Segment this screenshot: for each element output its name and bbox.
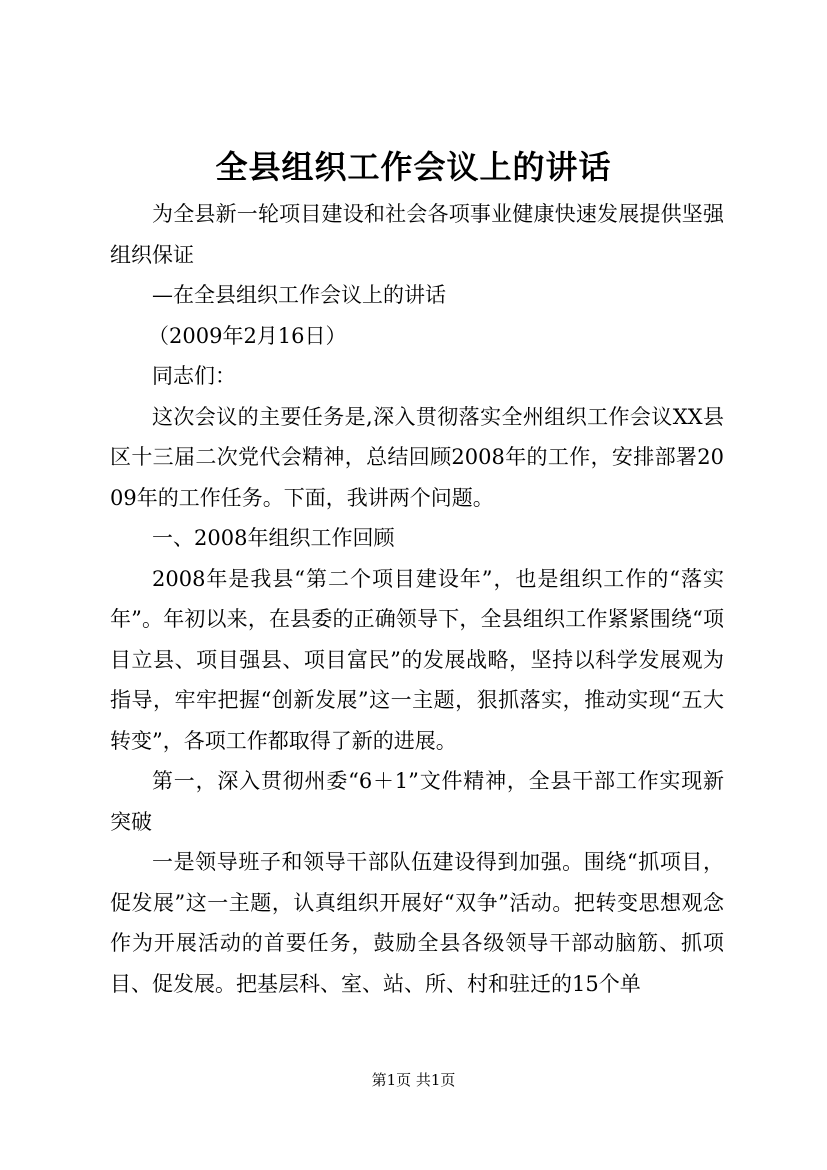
speech-date-line: （2009年2月16日） <box>148 323 347 348</box>
page-footer: 第1页 共1页 <box>371 1071 456 1089</box>
speech-occasion-line: —在全县组织工作会议上的讲话 <box>152 283 446 307</box>
body-paragraph: 这次会议的主要任务是,深入贯彻落实全州组织工作会议XX县区十三届二次党代会精神，总结回顾2008年的工作，安排部署2009年的工作任务。下面，我讲两个问题。 <box>110 404 724 510</box>
document-body <box>110 194 724 1004</box>
salutation-line: 同志们： <box>152 364 236 388</box>
body-paragraph: 一是领导班子和领导干部队伍建设得到加强。围绕“抓项目，促发展”这一主题，认真组织开展好“双争”活动。把转变思想观念作为开展活动的首要任务，鼓励全县各级领导干部动脑筋、抓项目、促发展。把基层科、室、站、所、村和驻迁的15个单 <box>110 850 724 996</box>
body-paragraph: 2008年是我县“第二个项目建设年”，也是组织工作的“落实年”。年初以来，在县委的正确领导下，全县组织工作紧紧围绕“项目立县、项目强县、项目富民”的发展战略，坚持以科学发展观为指导，牢牢把握“创新发展”这一主题，狠抓落实，推动实现“五大转变”，各项工作都取得了新的进展。 <box>110 566 724 753</box>
subsection-heading: 第一，深入贯彻州委“6＋1”文件精神，全县干部工作实现新突破 <box>110 769 724 834</box>
document-title: 全县组织工作会议上的讲话 <box>215 148 612 186</box>
subtitle-paragraph: 为全县新一轮项目建设和社会各项事业健康快速发展提供坚强组织保证 <box>110 202 724 267</box>
section-heading: 一、2008年组织工作回顾 <box>152 526 395 550</box>
